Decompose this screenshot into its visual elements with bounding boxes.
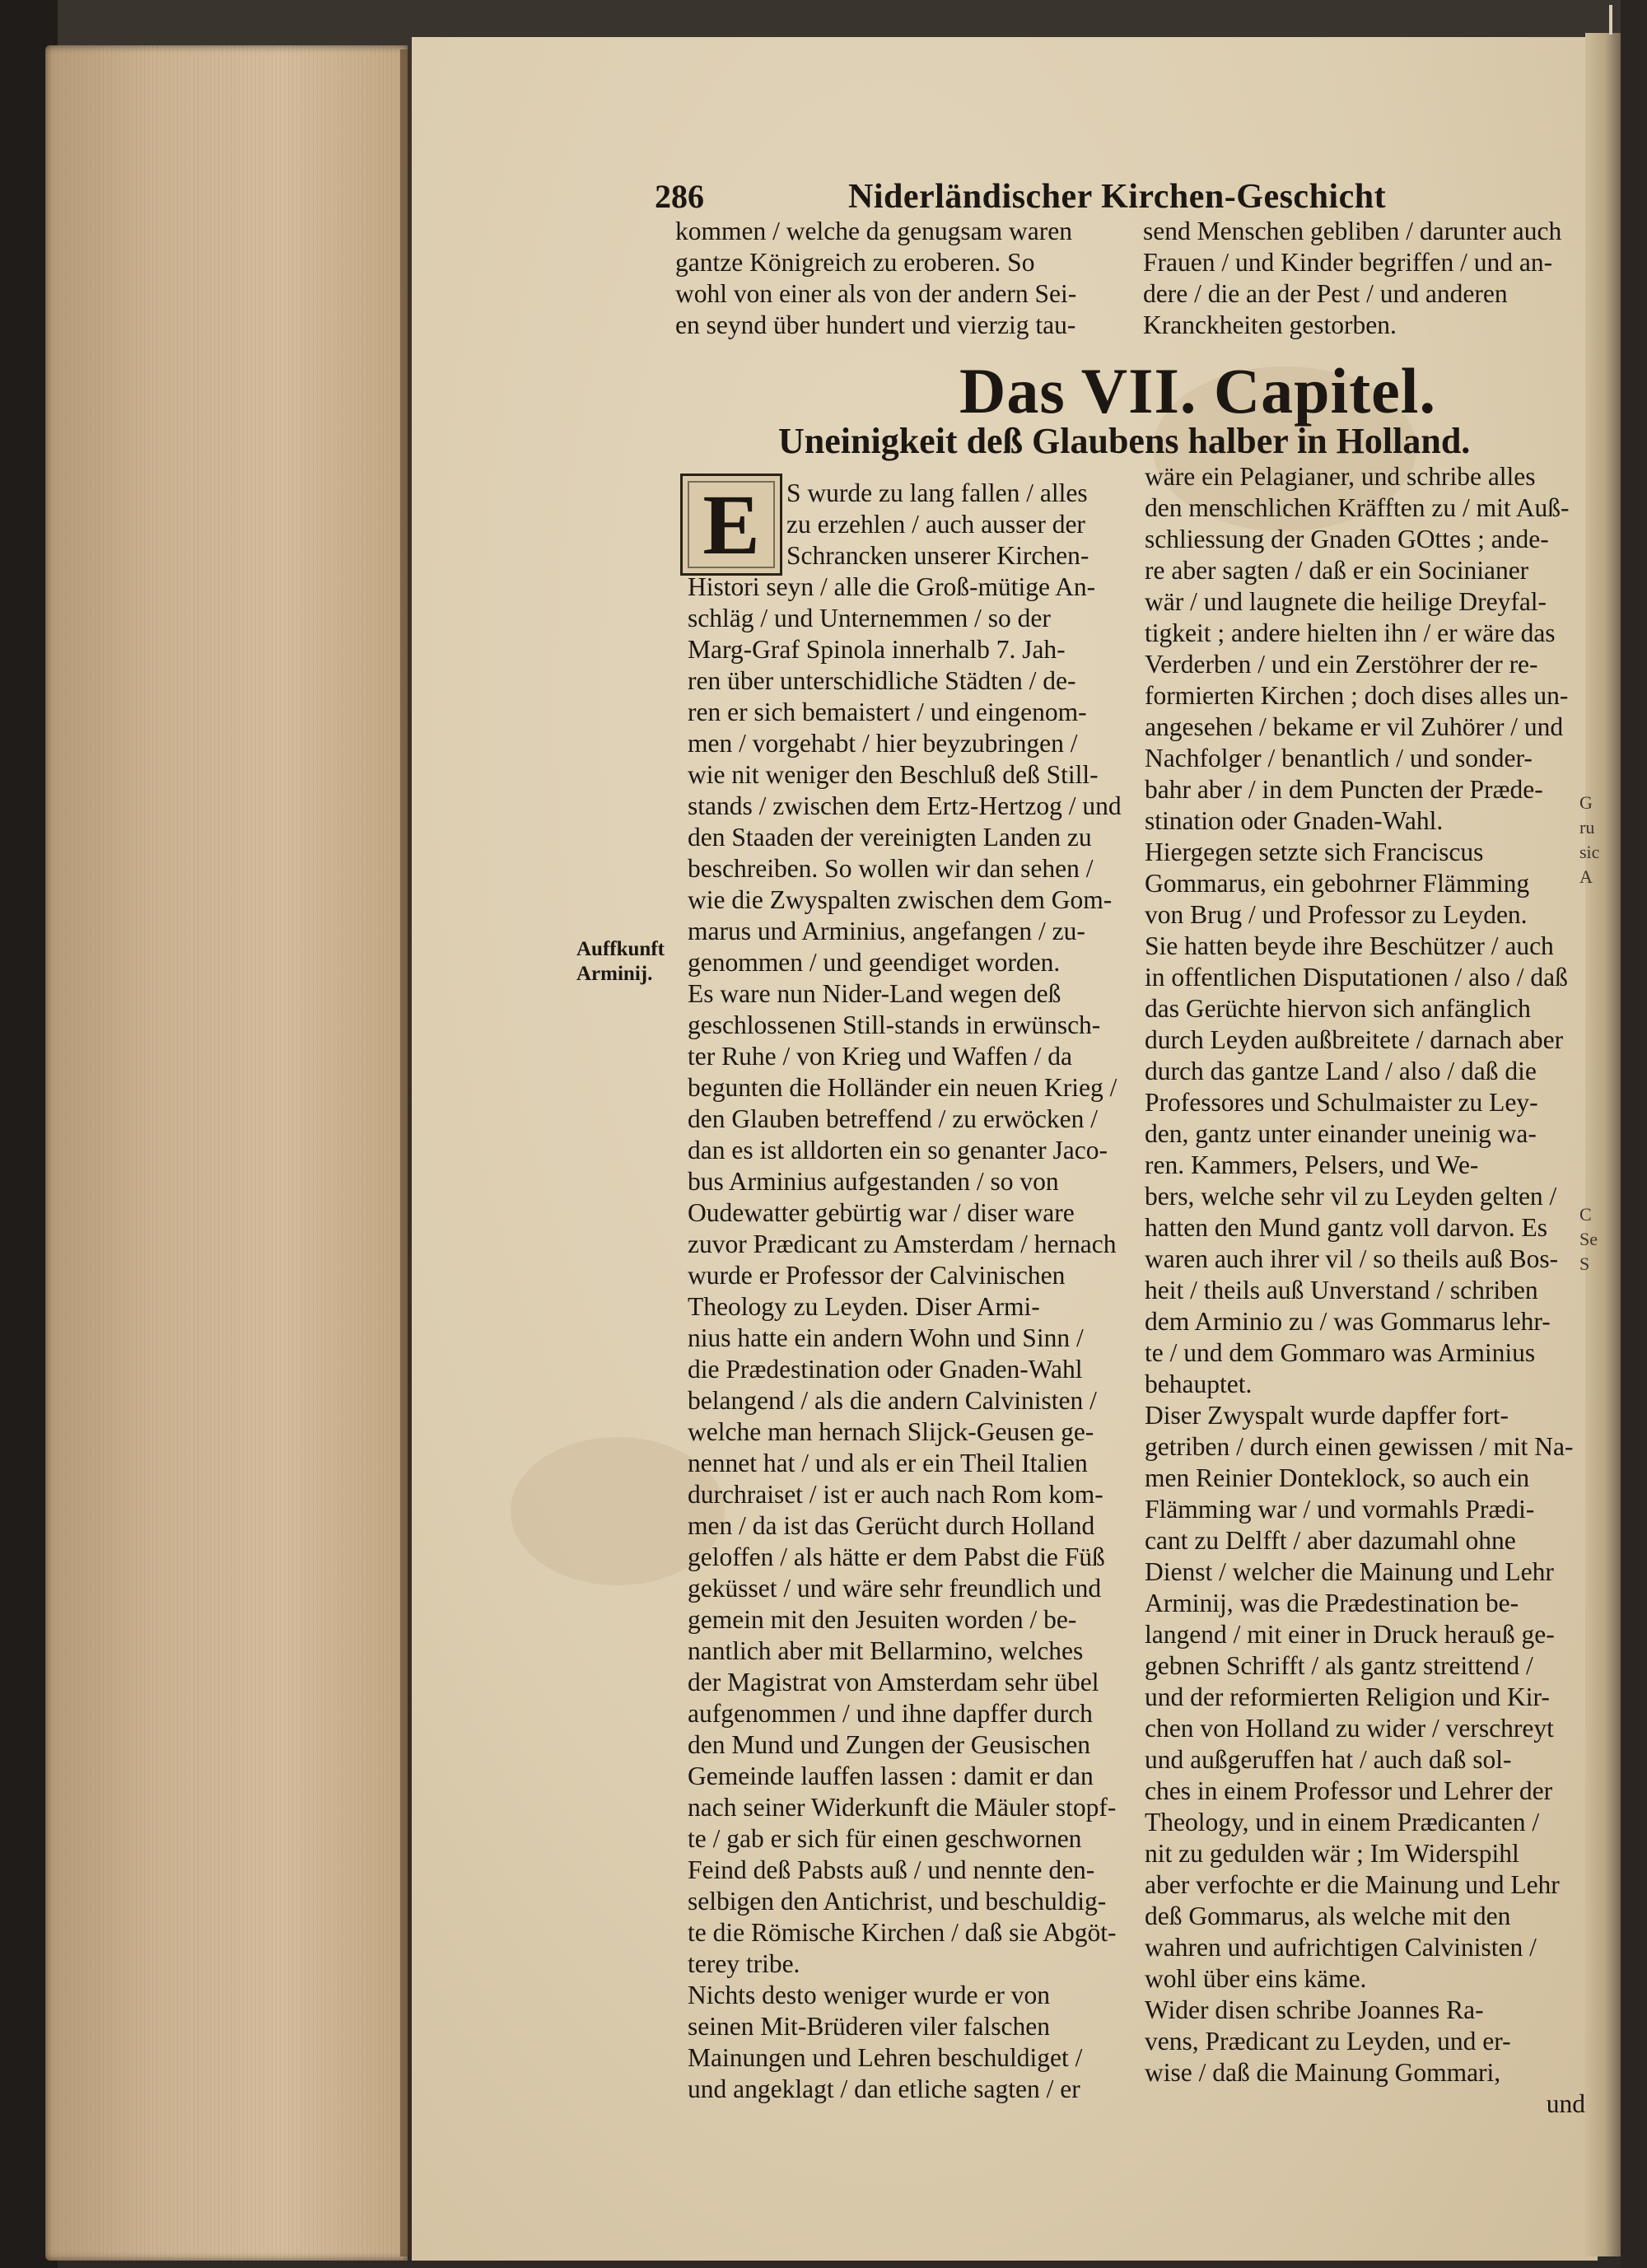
- text-line: den Glauben betreffend / zu erwöcken /: [688, 1104, 1098, 1133]
- text-line: Theology zu Leyden. Diser Armi-: [688, 1292, 1040, 1321]
- text-line: langend / mit einer in Druck herauß ge-: [1145, 1620, 1555, 1649]
- text-line: Gemeinde lauffen lassen : damit er dan: [688, 1762, 1094, 1790]
- text-line: nius hatte ein andern Wohn und Sinn /: [688, 1323, 1084, 1352]
- margin-note: [576, 937, 665, 987]
- text-line: Dienst / welcher die Mainung und Lehr: [1145, 1557, 1554, 1586]
- text-line: Schrancken unserer Kirchen-: [786, 541, 1089, 570]
- text-line: terey tribe.: [688, 1949, 800, 1978]
- text-line: cant zu Delfft / aber dazumahl ohne: [1145, 1526, 1516, 1555]
- text-line: welche man hernach Slijck-Geusen ge-: [688, 1417, 1094, 1446]
- text-line: selbigen den Antichrist, und beschuldig-: [688, 1887, 1107, 1916]
- text-line: dere / die an der Pest / und anderen: [1143, 279, 1508, 308]
- text-line: wie die Zwyspalten zwischen dem Gom-: [688, 885, 1113, 914]
- text-line: gebnen Schrifft / als gantz streittend /: [1145, 1651, 1533, 1680]
- text-line: zuvor Prædicant zu Amsterdam / hernach: [688, 1230, 1117, 1258]
- text-line: Kranckheiten gestorben.: [1143, 310, 1397, 339]
- text-line: send Menschen gebliben / darunter auch: [1143, 217, 1562, 245]
- text-line: begunten die Holländer ein neuen Krieg /: [688, 1073, 1117, 1102]
- text-line: aber verfochte er die Mainung und Lehr: [1145, 1870, 1560, 1899]
- text-line: Wider disen schribe Joannes Ra-: [1145, 1995, 1484, 2024]
- text-line: geschlossenen Still-stands in erwünsch-: [688, 1010, 1101, 1039]
- text-line: durchraiset / ist er auch nach Rom kom-: [688, 1480, 1103, 1509]
- text-line: gantze Königreich zu eroberen. So: [675, 248, 1035, 277]
- text-line: bahr aber / in dem Puncten der Præde-: [1145, 775, 1543, 804]
- text-line: te die Römische Kirchen / daß sie Abgöt-: [688, 1918, 1117, 1947]
- margin-note-line: Auffkunft: [576, 938, 665, 960]
- text-line: nit zu gedulden wär ; Im Widerspihl: [1145, 1839, 1519, 1868]
- text-line: wurde er Professor der Calvinischen: [688, 1261, 1066, 1290]
- text-line: das Gerüchte hiervon sich anfänglich: [1145, 994, 1531, 1023]
- text-line: die Prædestination oder Gnaden-Wahl: [688, 1355, 1083, 1384]
- text-line: und außgeruffen hat / auch daß sol-: [1145, 1745, 1512, 1774]
- text-line: deß Gommarus, als welche mit den: [1145, 1902, 1511, 1930]
- text-line: den Staaden der vereinigten Landen zu: [688, 823, 1092, 852]
- text-line: wohl von einer als von der andern Sei-: [675, 279, 1077, 308]
- text-line: seinen Mit-Brüderen viler falschen: [688, 2012, 1050, 2041]
- text-line: nach seiner Widerkunft die Mäuler stopf-: [688, 1793, 1117, 1822]
- text-line: heit / theils auß Unverstand / schriben: [1145, 1276, 1538, 1304]
- text-line: und der reformierten Religion und Kir-: [1145, 1682, 1550, 1711]
- text-line: angesehen / bekame er vil Zuhörer / und: [1145, 712, 1564, 741]
- text-line: waren auch ihrer vil / so theils auß Bos-: [1145, 1244, 1559, 1273]
- text-line: bus Arminius aufgestanden / so von: [688, 1167, 1059, 1196]
- text-line: stands / zwischen dem Ertz-Hertzog / und: [688, 791, 1122, 820]
- bleed-through-text: G ru sic A C Se S: [1579, 792, 1600, 1274]
- text-line: belangend / als die andern Calvinisten /: [688, 1386, 1097, 1415]
- text-line: zu erzehlen / auch ausser der: [786, 510, 1085, 539]
- text-line: Feind deß Pabsts auß / und nennte den-: [688, 1855, 1095, 1884]
- text-line: Es ware nun Nider-Land wegen deß: [688, 979, 1061, 1008]
- text-line: marus und Arminius, angefangen / zu-: [688, 917, 1085, 945]
- text-line: Arminij, was die Prædestination be-: [1145, 1589, 1519, 1617]
- text-line: Nichts desto weniger wurde er von: [688, 1981, 1051, 2009]
- text-line: beschreiben. So wollen wir dan sehen /: [688, 854, 1094, 883]
- text-line: Theology, und in einem Prædicanten /: [1145, 1808, 1540, 1836]
- text-line: bers, welche sehr vil zu Leyden gelten /: [1145, 1182, 1557, 1211]
- text-line: hatten den Mund gantz voll darvon. Es: [1145, 1213, 1548, 1242]
- text-line: wär / und laugnete die heilige Dreyfal-: [1145, 587, 1547, 616]
- text-line: aufgenommen / und ihne dapffer durch: [688, 1699, 1093, 1728]
- text-line: Verderben / und ein Zerstöhrer der re-: [1145, 650, 1538, 679]
- text-line: stination oder Gnaden-Wahl.: [1145, 806, 1444, 835]
- chapter-heading: Das VII. Capitel.: [959, 355, 1436, 427]
- text-line: Professores und Schulmaister zu Ley-: [1145, 1088, 1538, 1117]
- text-line: men / vorgehabt / hier beyzubringen /: [688, 729, 1078, 758]
- text-line: vens, Prædicant zu Leyden, und er-: [1145, 2027, 1511, 2056]
- text-line: ren. Kammers, Pelsers, und We-: [1145, 1150, 1479, 1179]
- text-line: ches in einem Professor und Lehrer der: [1145, 1776, 1553, 1805]
- text-line: ren er sich bemaistert / und eingenom-: [688, 698, 1087, 726]
- text-line: schliessung der Gnaden GOttes ; ande-: [1145, 525, 1549, 553]
- continued-text-right: [1143, 216, 1579, 341]
- text-line: wahren und aufrichtigen Calvinisten /: [1145, 1933, 1537, 1962]
- catchword: und: [1546, 2089, 1585, 2118]
- text-line: Mainungen und Lehren beschuldiget /: [688, 2043, 1083, 2072]
- text-line: geloffen / als hätte er dem Pabst die Füß: [688, 1542, 1105, 1571]
- text-line: chen von Holland zu wider / verschreyt: [1145, 1714, 1554, 1743]
- drop-cap-initial: E: [680, 474, 782, 576]
- text-line: durch das gantze Land / also / daß die: [1145, 1057, 1537, 1085]
- text-line: te / gab er sich für einen geschwornen: [688, 1824, 1082, 1853]
- text-line: wise / daß die Mainung Gommari,: [1145, 2058, 1501, 2087]
- text-line: tigkeit ; andere hielten ihn / er wäre das: [1145, 618, 1556, 647]
- text-line: S wurde zu lang fallen / alles: [786, 478, 1088, 507]
- margin-note-line: Arminij.: [576, 963, 653, 985]
- text-line: Marg-Graf Spinola innerhalb 7. Jah-: [688, 635, 1066, 664]
- text-line: gemein mit den Jesuiten worden / be-: [688, 1605, 1077, 1634]
- chapter-subheading: Uneinigkeit deß Glaubens halber in Holland.: [778, 421, 1471, 461]
- text-line: Histori seyn / alle die Groß-mütige An-: [688, 572, 1096, 601]
- text-line: Hiergegen setzte sich Franciscus: [1145, 838, 1484, 866]
- text-line: dem Arminio zu / was Gommarus lehr-: [1145, 1307, 1551, 1336]
- text-line: wie nit weniger den Beschluß deß Still-: [688, 760, 1099, 789]
- text-line: Nachfolger / benantlich / und sonder-: [1145, 744, 1533, 772]
- text-line: formierten Kirchen ; doch dises alles un-: [1145, 681, 1569, 710]
- text-line: geküsset / und wäre sehr freundlich und: [688, 1574, 1102, 1603]
- text-line: in offentlichen Disputationen / also / daß: [1145, 963, 1568, 992]
- text-line: den Mund und Zungen der Geusischen: [688, 1730, 1091, 1759]
- text-line: genommen / und geendiget worden.: [688, 948, 1061, 977]
- text-line: getriben / durch einen gewissen / mit Na-: [1145, 1432, 1574, 1461]
- text-line: nantlich aber mit Bellarmino, welches: [688, 1636, 1084, 1665]
- text-line: nennet hat / und als er ein Theil Italien: [688, 1449, 1088, 1477]
- text-line: Oudewatter gebürtig war / diser ware: [688, 1198, 1075, 1227]
- text-line: Flämming war / und vormahls Prædi-: [1145, 1495, 1535, 1524]
- text-line: wäre ein Pelagianer, und schribe alles: [1145, 462, 1536, 491]
- text-line: behauptet.: [1145, 1370, 1253, 1398]
- next-page-strip: [1621, 0, 1647, 2268]
- running-title: Niderländischer Kirchen-Geschicht: [848, 178, 1387, 216]
- text-line: von Brug / und Professor zu Leyden.: [1145, 900, 1528, 929]
- text-line: den menschlichen Kräfften zu / mit Auß-: [1145, 493, 1570, 522]
- text-line: ter Ruhe / von Krieg und Waffen / da: [688, 1042, 1072, 1071]
- text-line: re aber sagten / daß er ein Socinianer: [1145, 556, 1529, 585]
- text-line: durch Leyden außbreitete / darnach aber: [1145, 1025, 1564, 1054]
- text-line: en seynd über hundert und vierzig tau-: [675, 310, 1076, 339]
- continued-text-left: [675, 216, 1103, 341]
- text-line: men / da ist das Gerücht durch Holland: [688, 1511, 1095, 1540]
- text-line: Diser Zwyspalt wurde dapffer fort-: [1145, 1401, 1509, 1430]
- text-line: wohl über eins käme.: [1145, 1964, 1367, 1993]
- text-line: men Reinier Donteklock, so auch ein: [1145, 1463, 1530, 1492]
- text-line: den, gantz unter einander uneinig wa-: [1145, 1119, 1537, 1148]
- text-line: und angeklagt / dan etliche sagten / er: [688, 2074, 1080, 2103]
- page-block-edge: [45, 45, 408, 2261]
- text-line: Sie hatten beyde ihre Beschützer / auch: [1145, 931, 1554, 960]
- text-line: kommen / welche da genugsam waren: [675, 217, 1072, 245]
- text-line: te / und dem Gommaro was Arminius: [1145, 1338, 1536, 1367]
- ruler-mark: [1606, 0, 1621, 49]
- page-number: 286: [655, 178, 704, 215]
- text-line: der Magistrat von Amsterdam sehr übel: [688, 1668, 1099, 1696]
- text-line: ren über unterschidliche Städten / de-: [688, 666, 1076, 695]
- text-line: dan es ist alldorten ein so genanter Jaco-: [688, 1136, 1108, 1164]
- left-column: [688, 478, 1141, 2105]
- text-line: Gommarus, ein gebohrner Flämming: [1145, 869, 1530, 898]
- text-line: Frauen / und Kinder begriffen / und an-: [1143, 248, 1553, 277]
- right-column: [1145, 461, 1585, 2120]
- text-line: schläg / und Unternemmen / so der: [688, 604, 1051, 632]
